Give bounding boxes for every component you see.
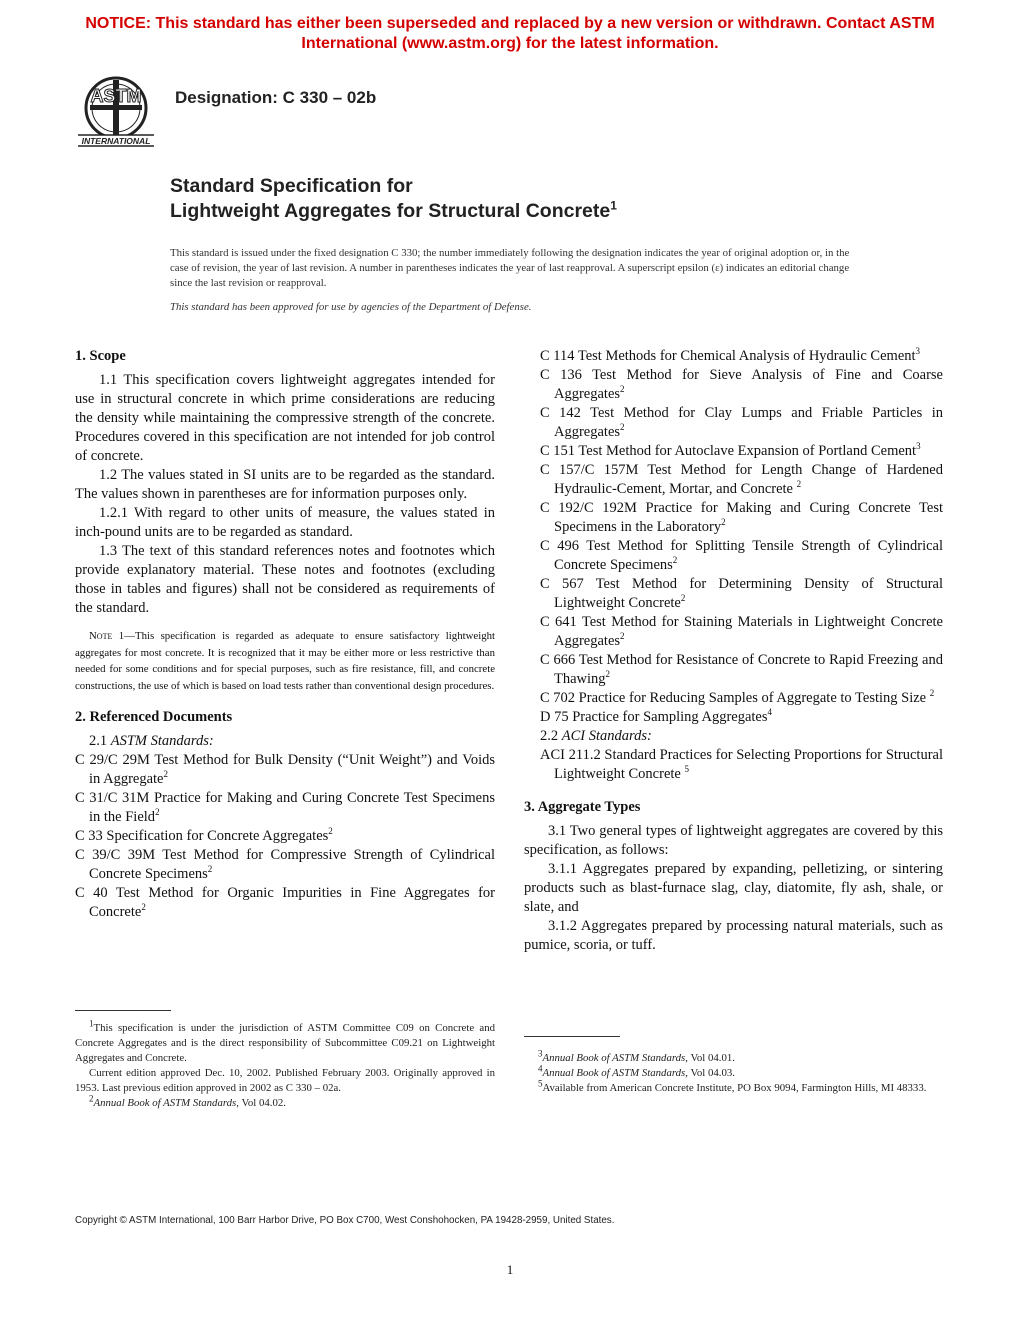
scope-note-1: Note 1—This specification is regarded as adequate to ensure satisfactory lightweight aggregates for most concrete. It is recognized that it may be either more or less restrictive than needed for some conditions and for special purposes, such as fire resistance, fill, and concrete constructions, the use of which is based on load tests rather than conventional design procedures. xyxy=(75,630,495,692)
reference-item: C 29/C 29M Test Method for Bulk Density (“Unit Weight”) and Voids in Aggregate$^2$ xyxy=(75,752,495,787)
notice-line-2: International (www.astm.org) for the latest information. xyxy=(301,35,719,52)
astm-standards-label: 2.1 ASTM Standards: xyxy=(89,733,214,749)
right-column xyxy=(524,347,943,955)
aggregate-types-heading: 3. Aggregate Types xyxy=(524,799,641,815)
approval-statement: This standard has been approved for use by agencies of the Department of Defense. xyxy=(170,301,532,313)
astm-logo xyxy=(70,72,162,152)
document-title xyxy=(170,174,617,224)
withdrawn-notice xyxy=(0,14,1020,54)
aci-reference xyxy=(524,746,943,784)
footnotes-left xyxy=(75,1018,495,1111)
reference-item: C 33 Specification for Concrete Aggregates$^2$ xyxy=(75,826,333,844)
reference-item: C 151 Test Method for Autoclave Expansion of Portland Cement$^3$ xyxy=(540,441,921,459)
reference-item: C 641 Test Method for Staining Materials in Lightweight Concrete Aggregates$^2$ xyxy=(540,614,943,649)
scope-heading: 1. Scope xyxy=(75,348,126,364)
reference-item: C 136 Test Method for Sieve Analysis of Fine and Coarse Aggregates$^2$ xyxy=(540,367,943,402)
astm-reference-list-continued xyxy=(524,347,943,727)
reference-item: C 192/C 192M Practice for Making and Curing Concrete Test Specimens in the Laboratory$^2$ xyxy=(540,500,943,535)
page-number: 1 xyxy=(506,1262,514,1277)
footnotes-right xyxy=(524,1048,943,1096)
reference-item: C 39/C 39M Test Method for Compressive Strength of Cylindrical Concrete Specimens$^2$ xyxy=(75,847,495,882)
reference-item: C 666 Test Method for Resistance of Concrete to Rapid Freezing and Thawing$^2$ xyxy=(540,652,943,687)
footnote-5: $^5$Available from American Concrete Institute, PO Box 9094, Farmington Hills, MI 48333. xyxy=(538,1078,927,1094)
aci-standards-label: 2.2 ACI Standards: xyxy=(540,728,652,744)
reference-item: ACI 211.2 Standard Practices for Selecting Proportions for Structural Lightweight Concrete $^5$ xyxy=(540,747,943,782)
reference-item: C 40 Test Method for Organic Impurities in Fine Aggregates for Concrete$^2$ xyxy=(75,885,495,920)
reference-item: C 567 Test Method for Determining Density of Structural Lightweight Concrete$^2$ xyxy=(540,576,943,611)
scope-1-2-1: 1.2.1 With regard to other units of measure, the values stated in inch-pound units are to be regarded as standard. xyxy=(75,505,495,540)
reference-item: C 496 Test Method for Splitting Tensile Strength of Cylindrical Concrete Specimens$^2$ xyxy=(540,538,943,573)
logo-letters: ASTM xyxy=(90,86,142,106)
types-3-1-1: 3.1.1 Aggregates prepared by expanding, pelletizing, or sintering products such as blast-furnace slag, clay, diatomite, fly ash, shale, or slate, and xyxy=(524,861,943,915)
astm-reference-list xyxy=(75,751,495,922)
astm-logo-icon xyxy=(70,72,162,152)
footnote-1: $^1$This specification is under the jurisdiction of ASTM Committee C09 on Concrete and Concrete Aggregates and is the direct responsibility of Subcommittee C09.21 on Lightweight Aggregates and Concrete. xyxy=(75,1018,495,1064)
scope-1-3: 1.3 The text of this standard references notes and footnotes which provide explanatory material. These notes and footnotes (excluding those in tables and figures) shall not be considered as requirements of the standard. xyxy=(75,543,495,616)
footnote-2: $^2$Annual Book of ASTM Standards, Vol 04.02. xyxy=(89,1093,286,1109)
footnote-4: $^4$Annual Book of ASTM Standards, Vol 04.03. xyxy=(538,1063,735,1079)
footnote-1-edition: Current edition approved Dec. 10, 2002. Published February 2003. Originally approved in 1953. Last previous edition approved in 2002 as C 330 – 02a. xyxy=(75,1067,495,1094)
scope-1-1: 1.1 This specification covers lightweight aggregates intended for use in structural concrete in which prime considerations are reducing the density while maintaining the compressive strength of the concrete. Procedures covered in this specification are not intended for job control of concrete. xyxy=(75,372,495,464)
footnote-rule-left xyxy=(75,1010,171,1011)
intro-paragraph: This standard is issued under the fixed designation C 330; the number immediately following the designation indicates the year of original adoption or, in the case of revision, the year of last revision. A number in parentheses indicates the year of last reapproval. A superscript epsilon (ε) indicates an editorial change since the last revision or reapproval. xyxy=(170,247,850,289)
reference-item: C 114 Test Methods for Chemical Analysis of Hydraulic Cement$^3$ xyxy=(540,346,921,364)
footnote-rule-right xyxy=(524,1036,620,1037)
reference-item: C 157/C 157M Test Method for Length Change of Hardened Hydraulic-Cement, Mortar, and Concrete $^2$ xyxy=(540,462,943,497)
notice-line-1: NOTICE: This standard has either been superseded and replaced by a new version or withdrawn. Contact ASTM xyxy=(85,15,935,32)
copyright-line: Copyright © ASTM International, 100 Barr Harbor Drive, PO Box C700, West Conshohocken, PA 19428-2959, United States. xyxy=(75,1215,615,1226)
title-footnote-mark: 1 xyxy=(610,198,617,213)
types-3-1: 3.1 Two general types of lightweight aggregates are covered by this specification, as follows: xyxy=(524,823,943,858)
refdocs-heading: 2. Referenced Documents xyxy=(75,709,233,725)
reference-item: C 702 Practice for Reducing Samples of Aggregate to Testing Size $^2$ xyxy=(540,688,935,706)
logo-international: INTERNATIONAL xyxy=(81,136,151,146)
designation: Designation: C 330 – 02b xyxy=(175,88,377,107)
left-column xyxy=(75,347,495,922)
title-line-1: Standard Specification for xyxy=(170,175,413,197)
types-3-1-2: 3.1.2 Aggregates prepared by processing natural materials, such as pumice, scoria, or tuff. xyxy=(524,918,943,953)
reference-item: D 75 Practice for Sampling Aggregates$^4$ xyxy=(540,707,773,725)
title-line-2: Lightweight Aggregates for Structural Concrete$^1$ xyxy=(170,198,617,222)
reference-item: C 31/C 31M Practice for Making and Curing Concrete Test Specimens in the Field$^2$ xyxy=(75,790,495,825)
reference-item: C 142 Test Method for Clay Lumps and Friable Particles in Aggregates$^2$ xyxy=(540,405,943,440)
scope-1-2: 1.2 The values stated in SI units are to be regarded as the standard. The values shown in parentheses are for information purposes only. xyxy=(75,467,495,502)
footnote-3: $^3$Annual Book of ASTM Standards, Vol 04.01. xyxy=(538,1048,735,1064)
